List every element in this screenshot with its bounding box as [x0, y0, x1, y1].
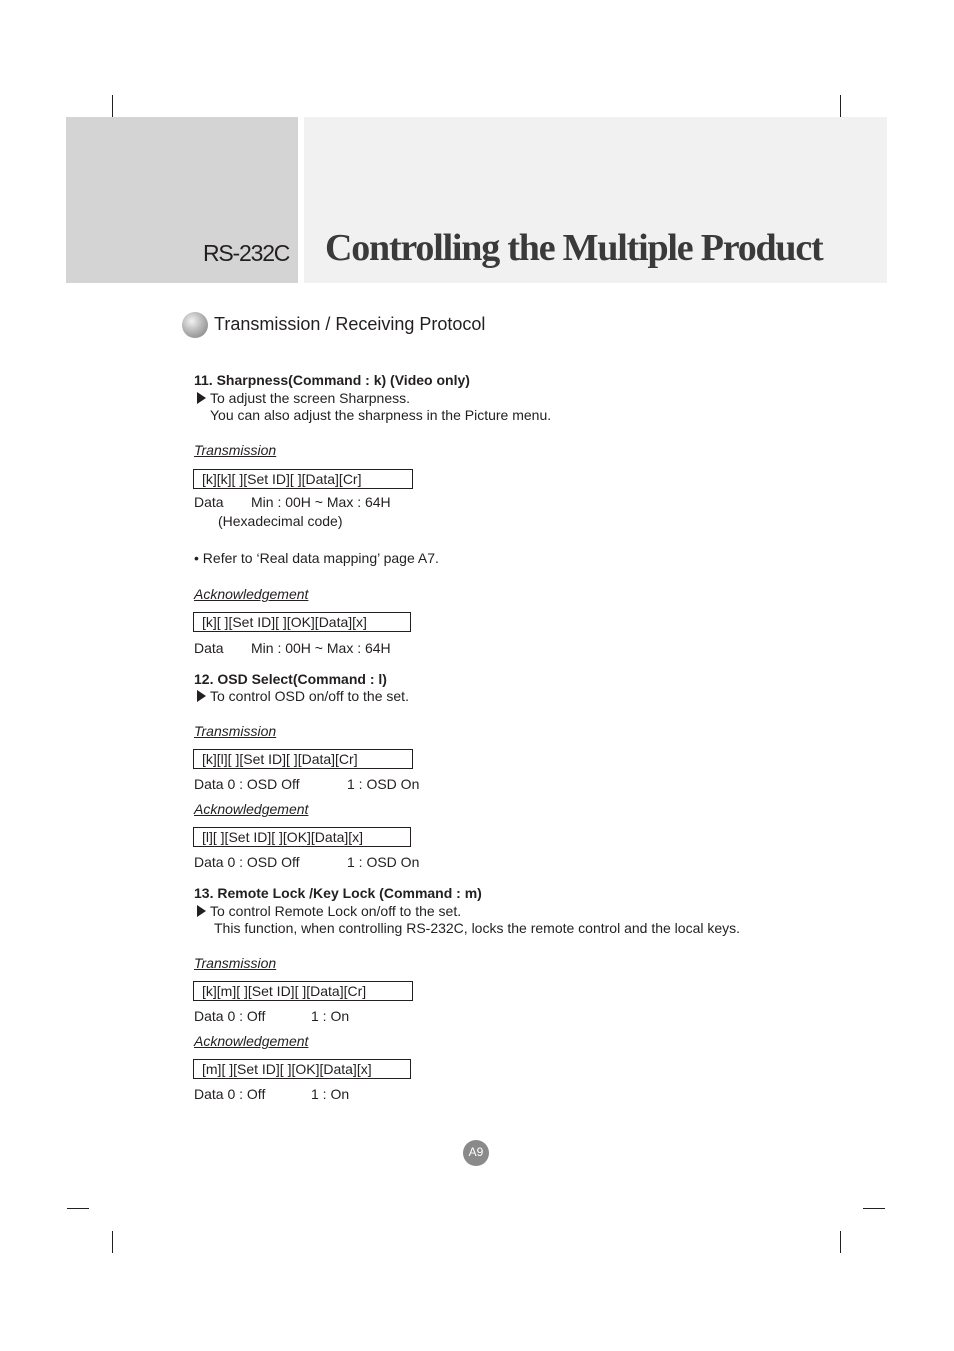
cmd12-heading: 12. OSD Select(Command : l): [194, 671, 387, 687]
cmd13-ack-data0: Data 0 : Off: [194, 1086, 266, 1102]
cmd12-ack-data0: Data 0 : OSD Off: [194, 854, 300, 870]
cmd13-tx-data1: 1 : On: [311, 1008, 350, 1024]
cmd12-transmission-code: [k][l][ ][Set ID][ ][Data][Cr]: [193, 749, 413, 769]
triangle-bullet-icon: [197, 392, 206, 404]
cmd12-tx-data0: Data 0 : OSD Off: [194, 776, 300, 792]
crop-mark: [112, 1231, 113, 1253]
triangle-bullet-icon: [197, 905, 206, 917]
cmd13-desc-line1: To control Remote Lock on/off to the set.: [210, 903, 462, 919]
cmd11-ack-data-label: Data: [194, 640, 224, 656]
cmd12-desc: [197, 688, 409, 705]
crop-mark: [863, 1208, 885, 1209]
section-subheading: Transmission / Receiving Protocol: [214, 314, 486, 334]
cmd13-heading: 13. Remote Lock /Key Lock (Command : m): [194, 885, 482, 901]
cmd11-desc-line1: To adjust the screen Sharpness.: [210, 390, 411, 406]
cmd11-ack-code: [k][ ][Set ID][ ][OK][Data][x]: [193, 612, 411, 632]
cmd11-data-note: (Hexadecimal code): [218, 513, 343, 529]
cmd11-transmission-label: Transmission: [194, 442, 277, 458]
page-title: Controlling the Multiple Product: [325, 227, 823, 269]
cmd13-transmission-code: [k][m][ ][Set ID][ ][Data][Cr]: [193, 981, 413, 1001]
cmd12-transmission-label: Transmission: [194, 723, 277, 739]
cmd11-heading: 11. Sharpness(Command : k) (Video only): [194, 372, 470, 388]
section-tag: RS-232C: [203, 240, 290, 266]
cmd12-desc-line1: To control OSD on/off to the set.: [210, 688, 409, 704]
crop-mark: [840, 1231, 841, 1253]
cmd12-ack-code: [l][ ][Set ID][ ][OK][Data][x]: [193, 827, 411, 847]
crop-mark: [840, 95, 841, 117]
cmd11-desc: [197, 390, 410, 407]
cmd13-desc: [197, 903, 461, 920]
cmd13-transmission-label: Transmission: [194, 955, 277, 971]
cmd11-transmission-code: [k][k][ ][Set ID][ ][Data][Cr]: [193, 469, 413, 489]
cmd13-ack-data1: 1 : On: [311, 1086, 350, 1102]
cmd13-ack-code: [m][ ][Set ID][ ][OK][Data][x]: [193, 1059, 411, 1079]
cmd13-desc-line2: This function, when controlling RS-232C, locks the remote control and the local keys.: [214, 920, 741, 936]
crop-mark: [67, 1208, 89, 1209]
page-number-badge: A9: [463, 1140, 489, 1166]
cmd13-ack-label: Acknowledgement: [194, 1033, 309, 1049]
cmd11-data-label: Data: [194, 494, 224, 510]
cmd11-data-range: Min : 00H ~ Max : 64H: [251, 494, 391, 510]
cmd11-ack-label: Acknowledgement: [194, 586, 309, 602]
cmd11-refer-note: • Refer to ‘Real data mapping’ page A7.: [194, 550, 439, 566]
cmd11-ack-data-range: Min : 00H ~ Max : 64H: [251, 640, 391, 656]
cmd12-tx-data1: 1 : OSD On: [347, 776, 420, 792]
crop-mark: [112, 95, 113, 117]
cmd13-tx-data0: Data 0 : Off: [194, 1008, 266, 1024]
cmd12-ack-label: Acknowledgement: [194, 801, 309, 817]
cmd11-desc-line2: You can also adjust the sharpness in the Picture menu.: [210, 407, 552, 423]
cmd12-ack-data1: 1 : OSD On: [347, 854, 420, 870]
triangle-bullet-icon: [197, 690, 206, 702]
sphere-bullet-icon: [182, 312, 208, 338]
